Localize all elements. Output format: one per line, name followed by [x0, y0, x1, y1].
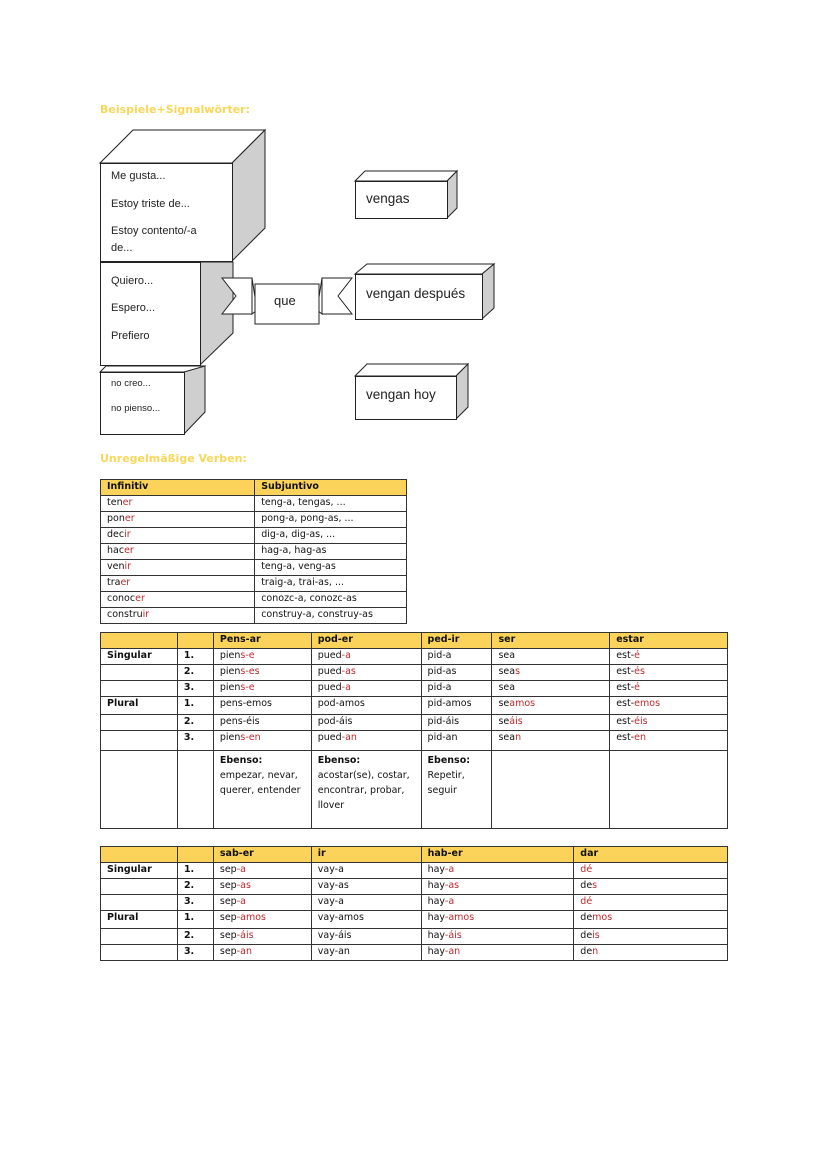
- banner-label: que: [274, 293, 296, 308]
- conjugation-table-1: [100, 632, 728, 829]
- stem-text: sep: [219, 864, 237, 875]
- form-cell: [213, 681, 311, 697]
- stem-text: sea: [498, 666, 516, 677]
- number-label-cell: Singular: [101, 649, 178, 665]
- header-cell: pod-er: [311, 633, 421, 649]
- person-cell: 2.: [177, 929, 213, 945]
- number-label-cell: Plural: [101, 911, 178, 929]
- header-cell: Pens-ar: [213, 633, 311, 649]
- empty-cell: [177, 751, 213, 829]
- form-cell: [311, 665, 421, 681]
- number-label-cell: [101, 681, 178, 697]
- ending-text: -a: [236, 896, 246, 907]
- form-cell: [574, 895, 728, 911]
- form-cell: [492, 715, 610, 731]
- box3-line: no creo...: [111, 378, 151, 389]
- form-cell: [213, 863, 311, 879]
- form-cell: [421, 911, 574, 929]
- ending-text: ir: [124, 529, 131, 540]
- number-label-cell: Plural: [101, 697, 178, 715]
- signal-box-3: [100, 366, 206, 435]
- person-cell: 2.: [177, 715, 213, 731]
- ending-text: -a: [341, 682, 351, 693]
- ending-text: mos: [592, 912, 613, 923]
- ebenso-row: [101, 751, 728, 829]
- empty-cell: [101, 751, 178, 829]
- form-cell: [213, 895, 311, 911]
- ending-text: s-es: [240, 666, 260, 677]
- form-cell: [213, 879, 311, 895]
- form-cell: [610, 665, 728, 681]
- ending-text: amos: [509, 698, 536, 709]
- table-row: [101, 544, 407, 560]
- ending-word: vengan hoy: [366, 387, 436, 402]
- ending-text: éis: [634, 716, 648, 727]
- conjugation-table-2: [100, 846, 728, 961]
- table-row: [101, 576, 407, 592]
- table-header-row: [101, 480, 407, 496]
- stem-text: hay: [427, 880, 445, 891]
- stem-text: sep: [219, 896, 237, 907]
- ending-text: ir: [124, 561, 132, 572]
- form-cell: [574, 929, 728, 945]
- header-cell: Infinitiv: [101, 480, 255, 496]
- number-label-cell: [101, 715, 178, 731]
- form-cell: [492, 681, 610, 697]
- ending-text: s: [592, 880, 598, 891]
- ending-text: er: [135, 593, 145, 604]
- subjuntivo-cell: pong-a, pong-as, ...: [255, 512, 407, 528]
- form-cell: pid-as: [421, 665, 492, 681]
- ebenso-label: Ebenso:: [219, 755, 263, 766]
- ending-text: és: [634, 666, 645, 677]
- box2-line: Prefiero: [111, 330, 150, 342]
- box2-line: Quiero...: [111, 275, 154, 287]
- stem-text: sep: [219, 880, 237, 891]
- ebenso-label: Ebenso:: [427, 755, 471, 766]
- ebenso-label: Ebenso:: [317, 755, 361, 766]
- number-label-cell: [101, 945, 178, 961]
- subjuntivo-cell: dig-a, dig-as, ...: [255, 528, 407, 544]
- ending-text: -as: [444, 880, 460, 891]
- form-cell: [213, 929, 311, 945]
- stem-text: est-: [616, 732, 635, 743]
- number-label-cell: [101, 895, 178, 911]
- person-cell: 1.: [177, 863, 213, 879]
- table-row: [101, 665, 728, 681]
- stem-text: pien: [219, 732, 241, 743]
- infinitive-cell: [101, 576, 255, 592]
- header-cell: [101, 847, 178, 863]
- table-row: [101, 649, 728, 665]
- form-cell: [574, 911, 728, 929]
- stem-text: est-: [616, 666, 635, 677]
- ending-text: ir: [142, 609, 150, 620]
- table-row: [101, 895, 728, 911]
- table-row: [101, 496, 407, 512]
- infinitive-cell: [101, 608, 255, 624]
- form-cell: [421, 863, 574, 879]
- stem-text: hay: [427, 930, 445, 941]
- stem-text: de: [580, 930, 593, 941]
- ending-box-1: [355, 171, 458, 219]
- ebenso-cell: [421, 751, 492, 829]
- stem-text: sea: [498, 682, 516, 693]
- header-cell: Subjuntivo: [255, 480, 407, 496]
- ending-text: -a: [444, 864, 455, 875]
- empty-cell: [492, 751, 610, 829]
- ending-text: s-e: [240, 650, 255, 661]
- form-cell: [574, 863, 728, 879]
- number-label-cell: [101, 929, 178, 945]
- table-row: [101, 528, 407, 544]
- form-cell: vay-an: [311, 945, 421, 961]
- infinitive-cell: [101, 496, 255, 512]
- ending-text: s: [515, 666, 521, 677]
- form-cell: [213, 945, 311, 961]
- table-row: [101, 560, 407, 576]
- subjuntivo-cell: hag-a, hag-as: [255, 544, 407, 560]
- heading-verbs: Unregelmäßige Verben:: [100, 452, 247, 465]
- stem-text: sep: [219, 930, 237, 941]
- ending-text: s-e: [240, 682, 255, 693]
- person-cell: 3.: [177, 681, 213, 697]
- ending-text: áis: [509, 716, 523, 727]
- header-cell: [177, 847, 213, 863]
- ending-text: dé: [580, 864, 593, 875]
- ending-text: s-en: [240, 732, 261, 743]
- ebenso-verbs: acostar(se), costar, encontrar, probar, llover: [317, 770, 410, 811]
- stem-text: sea: [498, 732, 516, 743]
- stem-text: pued: [317, 650, 342, 661]
- form-cell: pid-amos: [421, 697, 492, 715]
- form-cell: pens-éis: [213, 715, 311, 731]
- ending-text: -áis: [444, 930, 462, 941]
- ending-text: -a: [236, 864, 246, 875]
- person-cell: 1.: [177, 649, 213, 665]
- ebenso-verbs: Repetir, seguir: [427, 770, 465, 796]
- ebenso-cell: [213, 751, 311, 829]
- stem-text: ten: [107, 497, 123, 508]
- form-cell: [610, 731, 728, 751]
- form-cell: pens-emos: [213, 697, 311, 715]
- header-cell: [177, 633, 213, 649]
- stem-text: tra: [107, 577, 121, 588]
- table-row: [101, 715, 728, 731]
- form-cell: [610, 715, 728, 731]
- ending-text: er: [124, 513, 135, 524]
- stem-text: sea: [498, 650, 516, 661]
- form-cell: pid-áis: [421, 715, 492, 731]
- stem-text: dec: [107, 529, 125, 540]
- table-header-row: [101, 847, 728, 863]
- form-cell: [213, 665, 311, 681]
- form-cell: [421, 895, 574, 911]
- form-cell: vay-amos: [311, 911, 421, 929]
- box2-line: Espero...: [111, 302, 156, 314]
- infinitive-cell: [101, 528, 255, 544]
- stem-text: hay: [427, 864, 445, 875]
- subjuntivo-cell: conozc-a, conozc-as: [255, 592, 407, 608]
- ending-text: emos: [634, 698, 661, 709]
- ending-text: n: [592, 946, 599, 957]
- stem-text: constru: [107, 609, 143, 620]
- ending-text: -an: [341, 732, 357, 743]
- header-cell: dar: [574, 847, 728, 863]
- signal-box-1: [100, 130, 266, 262]
- ending-text: é: [634, 650, 641, 661]
- stem-text: hac: [107, 545, 125, 556]
- ebenso-cell: [311, 751, 421, 829]
- table-row: [101, 681, 728, 697]
- number-label-cell: Singular: [101, 863, 178, 879]
- form-cell: [492, 649, 610, 665]
- box1-line: Me gusta...: [111, 170, 166, 182]
- ending-text: er: [120, 577, 131, 588]
- subjuntivo-cell: traig-a, trai-as, ...: [255, 576, 407, 592]
- ending-text: -an: [236, 946, 252, 957]
- infinitive-cell: [101, 512, 255, 528]
- box3-line: no pienso...: [111, 403, 161, 414]
- form-cell: vay-as: [311, 879, 421, 895]
- form-cell: pod-amos: [311, 697, 421, 715]
- ending-text: dé: [580, 896, 593, 907]
- stem-text: pien: [219, 682, 241, 693]
- form-cell: [421, 929, 574, 945]
- subjuntivo-cell: teng-a, tengas, ...: [255, 496, 407, 512]
- table-row: [101, 731, 728, 751]
- ending-text: -a: [444, 896, 455, 907]
- stem-text: pien: [219, 666, 241, 677]
- person-cell: 3.: [177, 945, 213, 961]
- ending-text: -as: [236, 880, 251, 891]
- ebenso-verbs: empezar, nevar, querer, entender: [219, 770, 301, 796]
- stem-text: est-: [616, 682, 635, 693]
- table-row: [101, 592, 407, 608]
- person-cell: 3.: [177, 731, 213, 751]
- ending-text: -as: [341, 666, 356, 677]
- ending-word: vengan después: [366, 286, 466, 301]
- stem-text: hay: [427, 946, 445, 957]
- table-row: [101, 945, 728, 961]
- form-cell: [421, 879, 574, 895]
- stem-text: de: [580, 880, 593, 891]
- infinitive-cell: [101, 560, 255, 576]
- stem-text: sep: [219, 912, 237, 923]
- stem-text: se: [498, 698, 510, 709]
- ending-text: er: [124, 545, 134, 556]
- infinitive-cell: [101, 544, 255, 560]
- heading-examples: Beispiele+Signalwörter:: [100, 103, 250, 116]
- form-cell: vay-a: [311, 895, 421, 911]
- header-cell: ir: [311, 847, 421, 863]
- number-label-cell: [101, 879, 178, 895]
- person-cell: 1.: [177, 697, 213, 715]
- header-cell: ser: [492, 633, 610, 649]
- ending-text: é: [634, 682, 641, 693]
- subjuntivo-cell: teng-a, veng-as: [255, 560, 407, 576]
- box1-line: Estoy contento/-a: [111, 225, 197, 237]
- form-cell: [610, 649, 728, 665]
- form-cell: [213, 649, 311, 665]
- table-row: [101, 697, 728, 715]
- form-cell: pid-a: [421, 681, 492, 697]
- ending-text: -an: [444, 946, 461, 957]
- stem-text: de: [580, 946, 593, 957]
- ending-box-2: [355, 264, 495, 320]
- number-label-cell: [101, 731, 178, 751]
- infinitive-cell: [101, 592, 255, 608]
- stem-text: se: [498, 716, 510, 727]
- form-cell: pid-an: [421, 731, 492, 751]
- ending-text: er: [122, 497, 133, 508]
- form-cell: [311, 649, 421, 665]
- ending-text: -a: [341, 650, 351, 661]
- form-cell: [574, 945, 728, 961]
- form-cell: [574, 879, 728, 895]
- form-cell: [213, 731, 311, 751]
- stem-text: pued: [317, 666, 342, 677]
- form-cell: [492, 731, 610, 751]
- form-cell: [311, 681, 421, 697]
- infinitiv-table: [100, 479, 407, 624]
- ending-text: -amos: [444, 912, 475, 923]
- form-cell: [610, 697, 728, 715]
- stem-text: est-: [616, 650, 635, 661]
- form-cell: [311, 731, 421, 751]
- stem-text: pued: [317, 732, 342, 743]
- stem-text: ven: [107, 561, 125, 572]
- que-banner: [222, 276, 352, 326]
- stem-text: pued: [317, 682, 342, 693]
- person-cell: 1.: [177, 911, 213, 929]
- header-cell: ped-ir: [421, 633, 492, 649]
- form-cell: [492, 697, 610, 715]
- table-row: [101, 512, 407, 528]
- signal-box-2: [100, 262, 234, 366]
- person-cell: 2.: [177, 665, 213, 681]
- stem-text: de: [580, 912, 593, 923]
- stem-text: hay: [427, 912, 445, 923]
- table-row: [101, 863, 728, 879]
- stem-text: conoc: [107, 593, 136, 604]
- ending-text: -amos: [236, 912, 266, 923]
- ending-text: is: [592, 930, 600, 941]
- stem-text: est-: [616, 698, 635, 709]
- header-cell: sab-er: [213, 847, 311, 863]
- ending-box-3: [355, 364, 469, 420]
- person-cell: 2.: [177, 879, 213, 895]
- form-cell: vay-áis: [311, 929, 421, 945]
- ending-text: en: [634, 732, 647, 743]
- form-cell: pid-a: [421, 649, 492, 665]
- person-cell: 3.: [177, 895, 213, 911]
- table-row: [101, 929, 728, 945]
- ending-text: n: [515, 732, 522, 743]
- form-cell: [421, 945, 574, 961]
- box1-line: Estoy triste de...: [111, 198, 190, 210]
- box1-line: de...: [111, 242, 133, 254]
- form-cell: [213, 911, 311, 929]
- form-cell: [492, 665, 610, 681]
- header-cell: estar: [610, 633, 728, 649]
- form-cell: pod-áis: [311, 715, 421, 731]
- empty-cell: [610, 751, 728, 829]
- header-cell: hab-er: [421, 847, 574, 863]
- table-row: [101, 879, 728, 895]
- number-label-cell: [101, 665, 178, 681]
- table-row: [101, 911, 728, 929]
- stem-text: sep: [219, 946, 237, 957]
- stem-text: pon: [107, 513, 125, 524]
- stem-text: est-: [616, 716, 635, 727]
- form-cell: [610, 681, 728, 697]
- stem-text: pien: [219, 650, 241, 661]
- form-cell: vay-a: [311, 863, 421, 879]
- table-row: [101, 608, 407, 624]
- ending-word: vengas: [366, 191, 410, 206]
- subjuntivo-cell: construy-a, construy-as: [255, 608, 407, 624]
- header-cell: [101, 633, 178, 649]
- ending-text: -áis: [236, 930, 254, 941]
- table-header-row: [101, 633, 728, 649]
- stem-text: hay: [427, 896, 445, 907]
